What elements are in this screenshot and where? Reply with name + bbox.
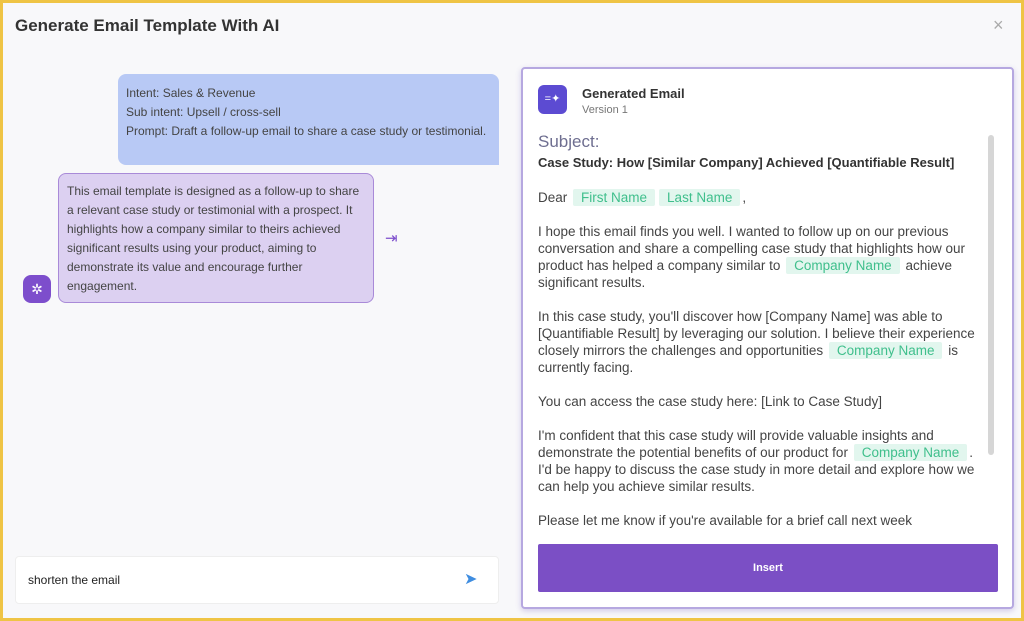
company-name-chip: Company Name — [786, 257, 900, 274]
export-icon[interactable]: ⇥ — [385, 230, 398, 247]
send-icon[interactable]: ➤ — [464, 571, 478, 588]
subject-label: Subject: — [538, 133, 600, 151]
scrollbar[interactable] — [988, 135, 994, 455]
dear: Dear — [538, 190, 568, 205]
email-content[interactable] — [538, 133, 983, 530]
panel-title: Generated Email — [582, 86, 685, 101]
sparkle-icon: =✦ — [538, 85, 567, 114]
prompt-line: Prompt: Draft a follow-up email to share a case study or testimonial. — [126, 124, 487, 138]
comma: , — [742, 190, 747, 205]
paragraph-4a: I'm confident that this case study will provide valuable insights and demonstrate the potential benefits of our product for — [538, 428, 934, 460]
first-name-chip: First Name — [573, 189, 655, 206]
ai-avatar-icon: ✲ — [23, 275, 51, 303]
paragraph-3: You can access the case study here: [Link to Case Study] — [538, 394, 882, 409]
chat-input[interactable]: shorten the email — [15, 556, 499, 604]
close-icon[interactable]: × — [993, 15, 1004, 35]
subject-text: Case Study: How [Similar Company] Achieved [Quantifiable Result] — [538, 155, 955, 170]
version-label: Version 1 — [582, 104, 628, 116]
intent-line: Intent: Sales & Revenue — [126, 86, 256, 100]
paragraph-5: Please let me know if you're available for a brief call next week — [538, 513, 913, 528]
dialog-title: Generate Email Template With AI — [15, 16, 280, 35]
company-name-chip: Company Name — [854, 444, 968, 461]
generated-email-panel — [521, 67, 1014, 609]
paragraph-4b: . I'd be happy to discuss the case study in more detail and explore how we can help you achieve similar results. — [538, 445, 975, 494]
ai-message: This email template is designed as a follow-up to share a relevant case study or testimonial with a prospect. It highlights how a company similar to theirs achieved significant results using your product, aiming to demonstrate its value and encourage further engagement. — [58, 173, 374, 303]
paragraph-2a: In this case study, you'll discover how [Company Name] was able to [Quantifiable Result] by leveraging our solution. I believe their experience closely mirrors the challenges and opportunities — [538, 309, 975, 358]
paragraph-1a: I hope this email finds you well. I wanted to follow up on our previous conversation and share a compelling case study that highlights how our product has helped a company similar to — [538, 224, 966, 273]
user-message — [118, 74, 499, 165]
paragraph-2b: is currently facing. — [538, 343, 958, 375]
sub-intent-line: Sub intent: Upsell / cross-sell — [126, 105, 281, 119]
paragraph-1b: achieve significant results. — [538, 258, 953, 290]
company-name-chip: Company Name — [829, 342, 943, 359]
insert-button[interactable]: Insert — [538, 544, 998, 592]
last-name-chip: Last Name — [659, 189, 740, 206]
